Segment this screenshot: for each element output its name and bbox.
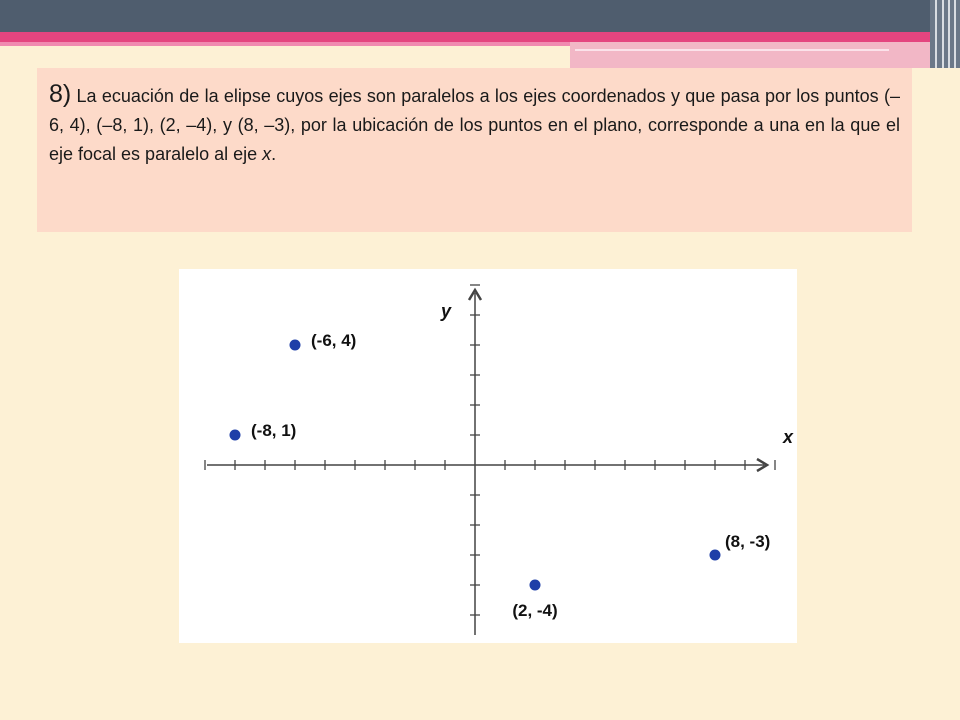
header-bar xyxy=(0,0,930,32)
point-label: (-6, 4) xyxy=(311,331,357,350)
y-axis-label: y xyxy=(441,301,452,321)
data-point xyxy=(230,430,241,441)
point-label: (8, -3) xyxy=(725,532,771,551)
accent-line xyxy=(0,42,570,46)
problem-text-variable: x xyxy=(262,144,272,164)
data-point xyxy=(290,340,301,351)
problem-box xyxy=(37,68,912,232)
accent-tab-line xyxy=(575,49,889,51)
data-point xyxy=(530,580,541,591)
problem-text: La ecuación de la elipse cuyos ejes son paralelos a los ejes coordenados y que pasa por los puntos (–6, 4), (–8, 1), (2, –4), y (8, –3), por la ubicación de los puntos en el plano, corresponde a una en la que el eje focal es paralelo al eje xyxy=(49,86,900,164)
accent-band xyxy=(0,32,930,42)
x-axis-label: x xyxy=(783,427,794,447)
corner-decoration xyxy=(930,0,960,68)
accent-tab xyxy=(570,42,930,68)
problem-text-end: . xyxy=(271,144,277,164)
point-label: (2, -4) xyxy=(512,601,558,620)
coordinate-figure xyxy=(179,269,797,643)
coordinate-plane xyxy=(179,269,797,643)
point-label: (-8, 1) xyxy=(251,421,297,440)
problem-statement xyxy=(49,80,900,169)
data-point xyxy=(710,550,721,561)
problem-number: 8) xyxy=(49,80,72,108)
